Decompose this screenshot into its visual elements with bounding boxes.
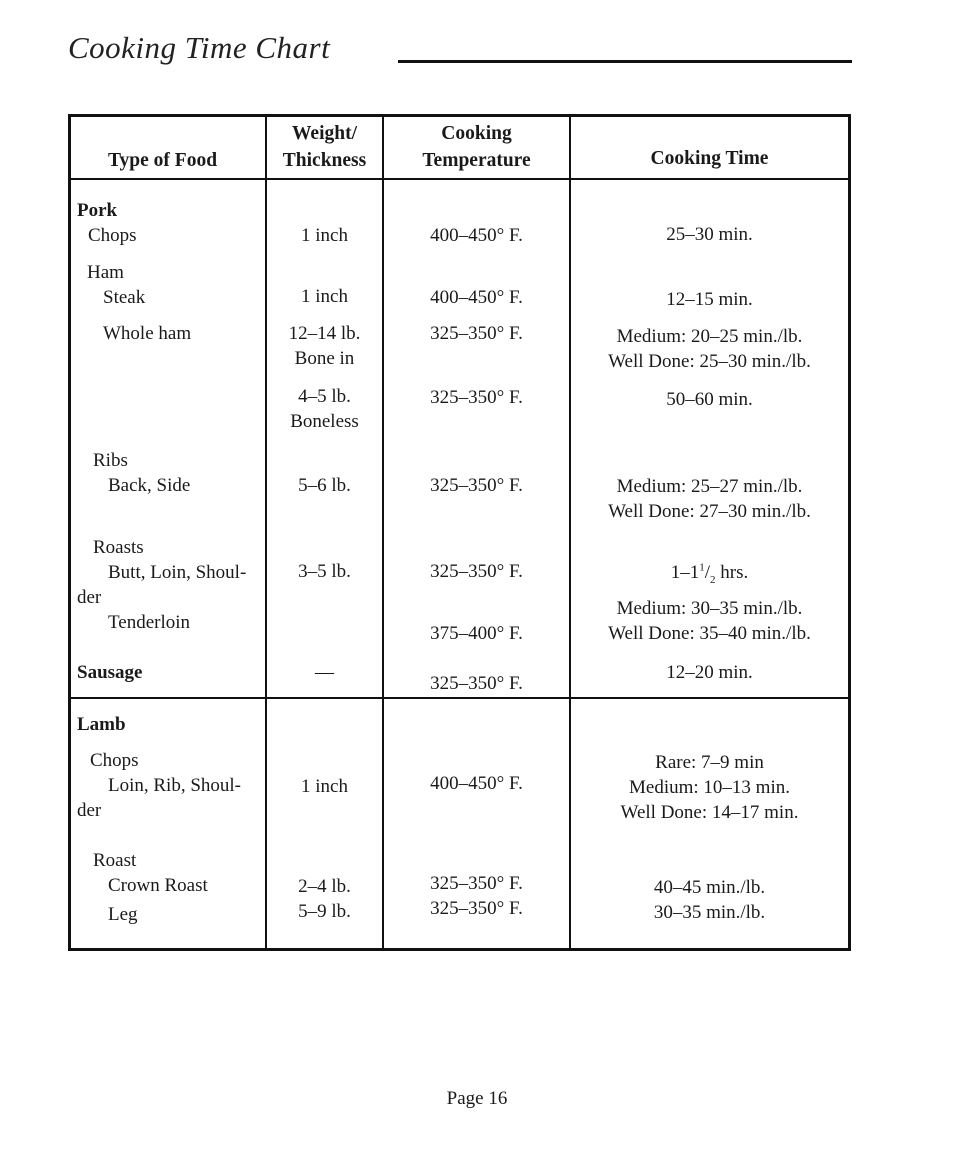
pork-roasts-temp: 325–350° F.	[430, 561, 523, 582]
pork-ribs-weight: 5–6 lb.	[298, 475, 351, 496]
header-weight-line1: Weight/	[291, 123, 357, 144]
pork-ribs-label: Ribs	[93, 450, 128, 471]
lamb-leg-weight: 5–9 lb.	[298, 901, 351, 922]
lamb-crown-weight: 2–4 lb.	[298, 876, 351, 897]
pork-steak-temp: 400–450° F.	[430, 287, 523, 308]
pork-whole-ham-weight-2: Bone in	[294, 348, 355, 369]
section-lamb: Lamb	[77, 714, 126, 735]
cooking-time-table	[68, 114, 851, 951]
lamb-chops-time-3: Well Done: 14–17 min.	[620, 802, 799, 823]
header-type-of-food: Type of Food	[108, 150, 218, 171]
pork-steak-time: 12–15 min.	[666, 289, 753, 310]
page-title: Cooking Time Chart	[68, 30, 331, 65]
pork-chops-label: Chops	[88, 225, 137, 246]
header-weight-line2: Thickness	[282, 150, 367, 171]
lamb-chops-time-1: Rare: 7–9 min	[655, 752, 764, 773]
pork-ham-label: Ham	[87, 262, 124, 283]
pork-steak-label: Steak	[103, 287, 146, 308]
header-temp-line1: Cooking	[441, 123, 512, 144]
pork-chops-time: 25–30 min.	[666, 224, 753, 245]
pork-back-side-label: Back, Side	[108, 475, 191, 496]
pork-ribs-time-2: Well Done: 27–30 min./lb.	[608, 501, 811, 522]
section-rule	[71, 697, 848, 699]
title-rule	[398, 60, 852, 63]
pork-whole-ham-weight-1: 12–14 lb.	[288, 323, 361, 344]
lamb-leg-temp: 325–350° F.	[430, 898, 523, 919]
pork-roasts-weight: 3–5 lb.	[298, 561, 351, 582]
pork-tenderloin-time-2: Well Done: 35–40 min./lb.	[608, 623, 811, 644]
pork-boneless-temp: 325–350° F.	[430, 387, 523, 408]
pork-whole-ham-time-1: Medium: 20–25 min./lb.	[616, 326, 803, 347]
pork-ribs-time-1: Medium: 25–27 min./lb.	[616, 476, 803, 497]
pork-whole-ham-time-2: Well Done: 25–30 min./lb.	[608, 351, 811, 372]
lamb-roast-label: Roast	[93, 850, 137, 871]
pork-tenderloin-temp: 375–400° F.	[430, 623, 523, 644]
pork-tenderloin-label: Tenderloin	[108, 612, 191, 633]
header-rule	[71, 178, 848, 180]
lamb-chops-temp: 400–450° F.	[430, 773, 523, 794]
pork-boneless-weight-2: Boneless	[290, 411, 359, 432]
pork-butt-label-2: der	[77, 587, 102, 608]
lamb-crown-temp: 325–350° F.	[430, 873, 523, 894]
lamb-loin-label-2: der	[77, 800, 102, 821]
lamb-leg-label: Leg	[108, 904, 138, 925]
pork-sausage-time: 12–20 min.	[666, 662, 753, 683]
pork-sausage-weight: —	[315, 662, 334, 683]
pork-ribs-temp: 325–350° F.	[430, 475, 523, 496]
lamb-chops-weight: 1 inch	[301, 776, 348, 797]
header-cooking-time: Cooking Time	[650, 148, 769, 169]
pork-chops-temp: 400–450° F.	[430, 225, 523, 246]
pork-roasts-time: $1-1^1/_2$ hrs.	[670, 561, 749, 586]
lamb-crown-label: Crown Roast	[108, 875, 208, 896]
lamb-leg-time: 30–35 min./lb.	[653, 902, 766, 923]
lamb-chops-label: Chops	[90, 750, 139, 771]
lamb-chops-time-2: Medium: 10–13 min.	[629, 777, 790, 798]
pork-boneless-weight-1: 4–5 lb.	[298, 386, 351, 407]
pork-sausage-label: Sausage	[77, 662, 143, 683]
header-temp-line2: Temperature	[422, 150, 531, 171]
pork-boneless-time: 50–60 min.	[666, 389, 753, 410]
section-pork: Pork	[77, 200, 118, 221]
pork-whole-ham-label: Whole ham	[103, 323, 192, 344]
lamb-crown-time: 40–45 min./lb.	[653, 877, 766, 898]
pork-roasts-label: Roasts	[93, 537, 144, 558]
pork-chops-weight: 1 inch	[301, 225, 348, 246]
pork-tenderloin-time-1: Medium: 30–35 min./lb.	[616, 598, 803, 619]
pork-steak-weight: 1 inch	[301, 286, 348, 307]
page-number: Page 16	[446, 1088, 508, 1109]
lamb-loin-label-1: Loin, Rib, Shoul-	[108, 775, 242, 796]
pork-sausage-temp: 325–350° F.	[430, 673, 523, 694]
pork-whole-ham-temp: 325–350° F.	[430, 323, 523, 344]
pork-butt-label-1: Butt, Loin, Shoul-	[108, 562, 247, 583]
